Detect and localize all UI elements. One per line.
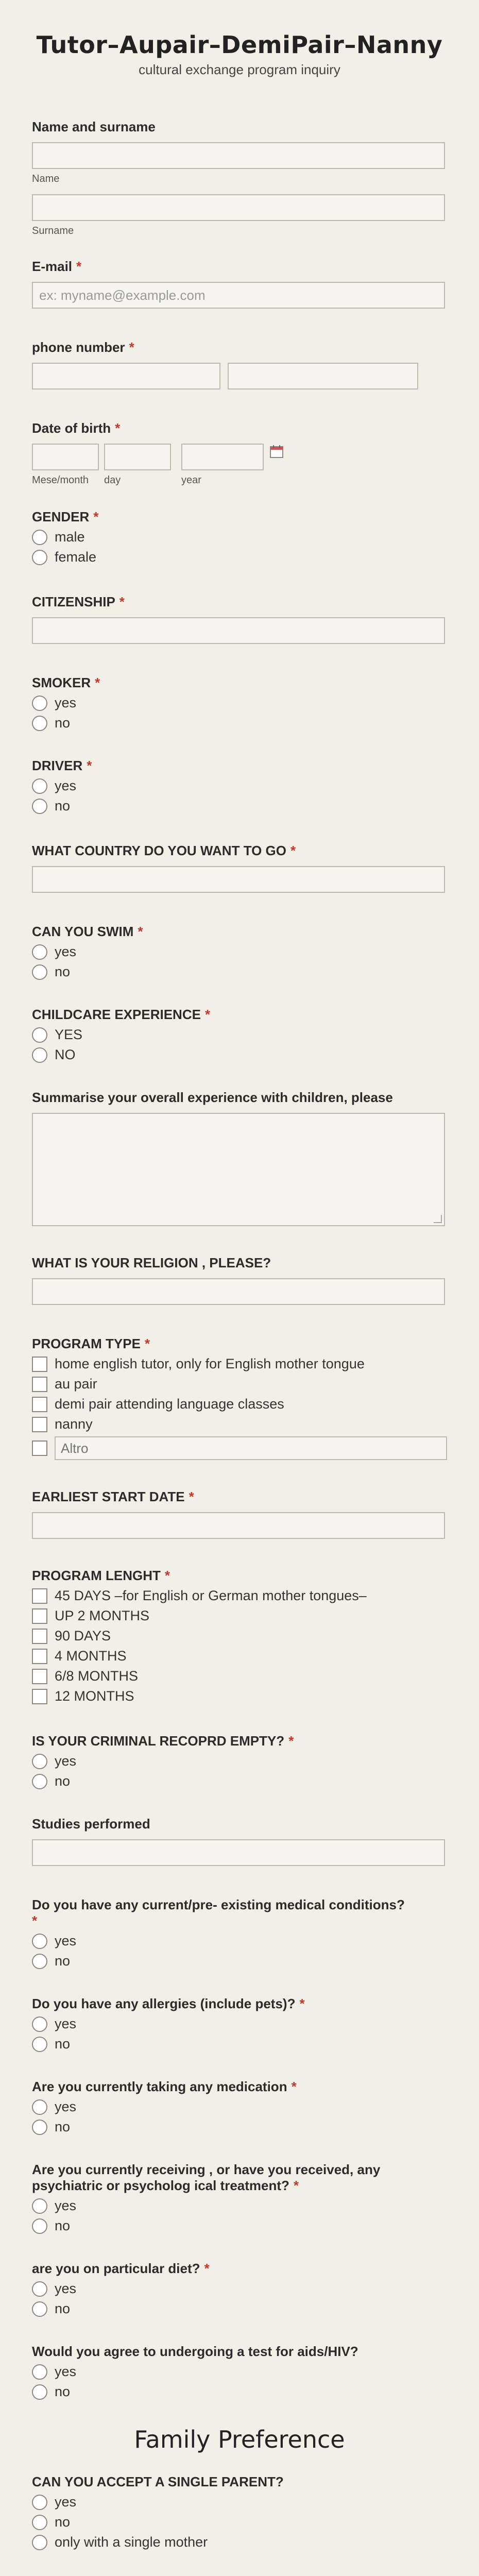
studies-field [32,1816,447,1866]
required-marker: * [290,843,296,858]
radio-button[interactable] [32,1954,47,1969]
program-type-field [32,1336,447,1460]
criminal-record-label: IS YOUR CRIMINAL RECOPRD EMPTY? [32,1733,285,1749]
program-length-option[interactable]: UP 2 MONTHS [32,1608,447,1624]
required-marker: * [164,1568,170,1583]
swim-field [32,924,447,980]
medical-option[interactable]: no [32,1953,447,1969]
program-length-option[interactable]: 90 DAYS [32,1628,447,1644]
radio-button[interactable] [32,1027,47,1043]
program-length-option[interactable]: 45 DAYS –for English or German mother tongues– [32,1588,447,1604]
program-length-option[interactable]: 4 MONTHS [32,1648,447,1664]
childcare-option[interactable]: NO [32,1047,447,1063]
required-marker: * [138,924,143,939]
required-marker: * [189,1489,194,1504]
checkbox[interactable] [32,1397,47,1412]
summary-label: Summarise your overall experience with children, please [32,1090,393,1105]
citizenship-field [32,594,447,644]
medication-option[interactable]: no [32,2119,447,2135]
required-marker: * [76,259,82,274]
aids-test-label: Would you agree to undergoing a test for aids/HIV? [32,2344,358,2359]
dob-field [32,420,447,486]
checkbox[interactable] [32,1629,47,1644]
radio-button[interactable] [32,1774,47,1789]
radio-button[interactable] [32,2281,47,2297]
radio-button[interactable] [32,2515,47,2530]
radio-button[interactable] [32,1934,47,1949]
program-type-other[interactable] [32,1436,447,1460]
checkbox[interactable] [32,1689,47,1704]
gender-label: GENDER [32,509,90,524]
checkbox[interactable] [32,1649,47,1664]
smoker-field [32,675,447,731]
required-marker: * [293,2178,299,2193]
radio-button[interactable] [32,2218,47,2234]
diet-option[interactable]: no [32,2301,447,2317]
radio-button[interactable] [32,2037,47,2052]
allergies-option[interactable]: no [32,2036,447,2052]
required-marker: * [32,1913,38,1928]
driver-option[interactable]: yes [32,778,447,794]
program-length-field [32,1568,447,1704]
driver-field [32,758,447,814]
radio-button[interactable] [32,1754,47,1769]
driver-option[interactable]: no [32,798,447,814]
radio-button[interactable] [32,2384,47,2400]
program-type-option[interactable]: demi pair attending language classes [32,1396,447,1412]
radio-button[interactable] [32,2535,47,2550]
radio-button[interactable] [32,2120,47,2135]
psychiatric-option[interactable]: yes [32,2198,447,2214]
swim-option[interactable]: yes [32,944,447,960]
dob-month-input[interactable] [32,444,99,470]
last-name-sublabel: Surname [32,225,74,236]
allergies-label: Do you have any allergies (include pets)? [32,1996,296,2011]
checkbox[interactable] [32,1377,47,1392]
resize-grip-icon[interactable] [434,1215,442,1223]
aids-test-option[interactable]: no [32,2384,447,2400]
name-field [32,119,447,237]
program-length-option[interactable]: 12 MONTHS [32,1688,447,1704]
psychiatric-label: Are you currently receiving , or have you received, any psychiatric or psycholog ical treatment? [32,2162,381,2193]
criminal-record-field [32,1733,447,1789]
required-marker: * [119,594,125,609]
allergies-field [32,1996,447,2052]
email-field [32,259,447,309]
checkbox[interactable] [32,1357,47,1372]
radio-button[interactable] [32,2198,47,2214]
program-type-option[interactable]: nanny [32,1416,447,1432]
required-marker: * [87,758,92,773]
gender-field [32,509,447,565]
email-label: E-mail [32,259,73,274]
radio-button[interactable] [32,2016,47,2032]
psychiatric-option[interactable]: no [32,2218,447,2234]
summary-textarea[interactable] [32,1113,445,1226]
required-marker: * [115,420,121,436]
radio-button[interactable] [32,799,47,814]
phone-label: phone number [32,340,125,355]
medication-option[interactable]: yes [32,2099,447,2115]
start-date-input[interactable] [32,1512,445,1539]
citizenship-label: CITIZENSHIP [32,594,115,609]
form-title: Tutor–Aupair–DemiPair–Nanny [36,31,443,59]
swim-label: CAN YOU SWIM [32,924,134,939]
calendar-icon[interactable] [269,444,284,461]
radio-button[interactable] [32,696,47,711]
country-label: WHAT COUNTRY DO YOU WANT TO GO [32,843,286,858]
smoker-label: SMOKER [32,675,91,690]
gender-option[interactable]: female [32,549,447,565]
radio-button[interactable] [32,1047,47,1063]
diet-option[interactable]: yes [32,2281,447,2297]
program-length-option[interactable]: 6/8 MONTHS [32,1668,447,1684]
email-input[interactable] [32,282,445,309]
summary-field [32,1090,447,1226]
inquiry-form [32,31,447,2576]
family-preference-heading: Family Preference [134,2426,345,2453]
diet-label: are you on particular diet? [32,2261,200,2276]
dob-day-sublabel: day [104,474,121,486]
radio-button[interactable] [32,2301,47,2317]
checkbox[interactable] [32,1417,47,1432]
checkbox[interactable] [32,1608,47,1624]
last-name-input[interactable] [32,194,445,221]
childcare-field [32,1007,447,1063]
single-parent-option[interactable]: yes [32,2494,447,2510]
phone-number-input[interactable] [228,363,418,389]
radio-button[interactable] [32,778,47,794]
psychiatric-field [32,2162,447,2234]
phone-area-input[interactable] [32,363,220,389]
dob-month-sublabel: Mese/month [32,474,89,486]
program-type-label: PROGRAM TYPE [32,1336,141,1351]
criminal-record-option[interactable]: no [32,1773,447,1789]
required-marker: * [93,509,99,524]
form-subtitle: cultural exchange program inquiry [139,62,340,77]
medication-field [32,2079,447,2135]
dob-label: Date of birth [32,420,111,436]
childcare-label: CHILDCARE EXPERIENCE [32,1007,201,1022]
radio-button[interactable] [32,2364,47,2380]
childcare-option[interactable]: YES [32,1027,447,1043]
single-parent-field [32,2474,447,2550]
medical-label: Do you have any current/pre- existing medical conditions? [32,1897,405,1912]
name-label: Name and surname [32,119,156,134]
aids-test-option[interactable]: yes [32,2364,447,2380]
required-marker: * [204,1007,211,1022]
single-parent-option[interactable]: no [32,2514,447,2530]
other-input[interactable] [55,1436,447,1460]
program-type-option[interactable]: home english tutor, only for English mother tongue [32,1356,447,1372]
required-marker: * [144,1336,150,1351]
start-date-label: EARLIEST START DATE [32,1489,185,1504]
radio-button[interactable] [32,964,47,980]
dob-year-input[interactable] [181,444,264,470]
country-field [32,843,447,893]
smoker-option[interactable]: yes [32,695,447,711]
medical-option[interactable]: yes [32,1933,447,1949]
program-type-option[interactable]: au pair [32,1376,447,1392]
driver-label: DRIVER [32,758,83,773]
diet-field [32,2261,447,2317]
program-length-label: PROGRAM LENGHT [32,1568,161,1583]
required-marker: * [299,1996,305,2011]
gender-option[interactable]: male [32,529,447,545]
religion-input[interactable] [32,1278,445,1305]
dob-year-sublabel: year [181,474,201,486]
checkbox[interactable] [32,1588,47,1604]
start-date-field [32,1489,447,1539]
required-marker: * [288,1733,294,1749]
single-parent-option[interactable]: only with a single mother [32,2534,447,2550]
required-marker: * [291,2079,297,2094]
first-name-sublabel: Name [32,173,60,184]
aids-test-field [32,2344,447,2400]
studies-label: Studies performed [32,1816,150,1832]
smoker-option[interactable]: no [32,715,447,731]
radio-button[interactable] [32,716,47,731]
radio-button[interactable] [32,2495,47,2510]
studies-input[interactable] [32,1839,445,1866]
radio-button[interactable] [32,550,47,565]
phone-field [32,340,447,389]
criminal-record-option[interactable]: yes [32,1753,447,1769]
religion-field [32,1255,447,1305]
radio-button[interactable] [32,530,47,545]
radio-button[interactable] [32,2099,47,2115]
country-input[interactable] [32,866,445,893]
radio-button[interactable] [32,944,47,960]
required-marker: * [95,675,100,690]
citizenship-input[interactable] [32,617,445,644]
checkbox[interactable] [32,1669,47,1684]
dob-day-input[interactable] [104,444,171,470]
checkbox[interactable] [32,1440,47,1456]
religion-label: WHAT IS YOUR RELIGION , PLEASE? [32,1255,271,1270]
first-name-input[interactable] [32,142,445,169]
required-marker: * [204,2261,210,2276]
swim-option[interactable]: no [32,964,447,980]
medical-field [32,1897,447,1969]
single-parent-label: CAN YOU ACCEPT A SINGLE PARENT? [32,2474,284,2489]
required-marker: * [129,340,134,355]
medication-label: Are you currently taking any medication [32,2079,287,2094]
allergies-option[interactable]: yes [32,2016,447,2032]
